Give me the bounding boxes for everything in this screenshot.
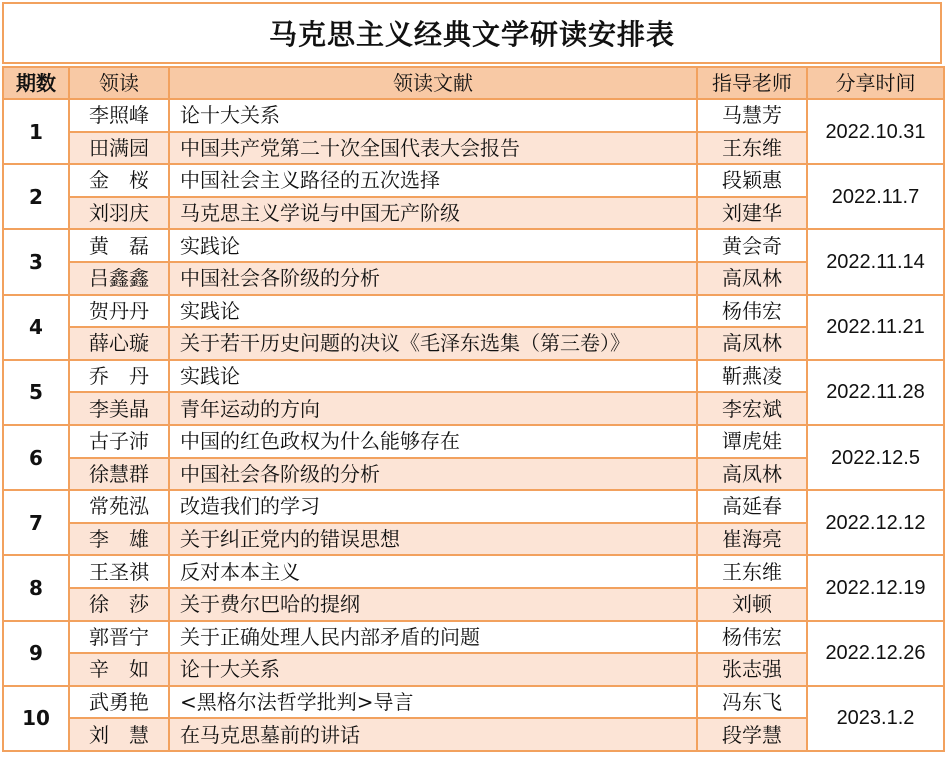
lead-reader-cell[interactable]: 李 雄 bbox=[69, 523, 169, 556]
period-number-cell[interactable]: 7 bbox=[3, 490, 69, 555]
lead-reader-cell[interactable]: 黄 磊 bbox=[69, 229, 169, 262]
header-tutor: 指导老师 bbox=[697, 67, 807, 99]
reading-text-cell[interactable]: 关于费尔巴哈的提纲 bbox=[169, 588, 697, 621]
table-row bbox=[3, 458, 944, 491]
share-date-cell[interactable]: 2022.11.7 bbox=[807, 164, 944, 229]
reading-text-cell[interactable]: 中国共产党第二十次全国代表大会报告 bbox=[169, 132, 697, 165]
table-row bbox=[3, 164, 944, 197]
reading-text-cell[interactable]: 关于若干历史问题的决议《毛泽东选集（第三卷）》 bbox=[169, 327, 697, 360]
lead-reader-cell[interactable]: 金 桜 bbox=[69, 164, 169, 197]
share-date-cell[interactable]: 2022.12.19 bbox=[807, 555, 944, 620]
period-number-cell[interactable]: 9 bbox=[3, 621, 69, 686]
lead-reader-cell[interactable]: 王圣祺 bbox=[69, 555, 169, 588]
header-text: 领读文献 bbox=[169, 67, 697, 99]
reading-text-cell[interactable]: 马克思主义学说与中国无产阶级 bbox=[169, 197, 697, 230]
table-row bbox=[3, 425, 944, 458]
tutor-cell[interactable]: 刘顿 bbox=[697, 588, 807, 621]
period-number-cell[interactable]: 8 bbox=[3, 555, 69, 620]
reading-text-cell[interactable]: 实践论 bbox=[169, 295, 697, 328]
tutor-cell[interactable]: 段颖惠 bbox=[697, 164, 807, 197]
tutor-cell[interactable]: 段学慧 bbox=[697, 718, 807, 751]
tutor-cell[interactable]: 杨伟宏 bbox=[697, 621, 807, 654]
header-lead: 领读 bbox=[69, 67, 169, 99]
reading-text-cell[interactable]: 关于正确处理人民内部矛盾的问题 bbox=[169, 621, 697, 654]
table-row bbox=[3, 718, 944, 751]
period-number-cell[interactable]: 4 bbox=[3, 295, 69, 360]
schedule-table bbox=[2, 66, 945, 752]
reading-text-cell[interactable]: 改造我们的学习 bbox=[169, 490, 697, 523]
reading-text-cell[interactable]: 实践论 bbox=[169, 229, 697, 262]
reading-text-cell[interactable]: 中国社会各阶级的分析 bbox=[169, 458, 697, 491]
header-date: 分享时间 bbox=[807, 67, 944, 99]
table-row bbox=[3, 588, 944, 621]
table-row bbox=[3, 197, 944, 230]
lead-reader-cell[interactable]: 辛 如 bbox=[69, 653, 169, 686]
lead-reader-cell[interactable]: 徐 莎 bbox=[69, 588, 169, 621]
reading-text-cell[interactable]: 实践论 bbox=[169, 360, 697, 393]
tutor-cell[interactable]: 崔海亮 bbox=[697, 523, 807, 556]
lead-reader-cell[interactable]: 刘羽庆 bbox=[69, 197, 169, 230]
tutor-cell[interactable]: 高凤林 bbox=[697, 458, 807, 491]
tutor-cell[interactable]: 王东维 bbox=[697, 132, 807, 165]
period-number-cell[interactable]: 2 bbox=[3, 164, 69, 229]
share-date-cell[interactable]: 2023.1.2 bbox=[807, 686, 944, 751]
table-row bbox=[3, 262, 944, 295]
share-date-cell[interactable]: 2022.10.31 bbox=[807, 99, 944, 164]
lead-reader-cell[interactable]: 徐慧群 bbox=[69, 458, 169, 491]
tutor-cell[interactable]: 靳燕凌 bbox=[697, 360, 807, 393]
reading-text-cell[interactable]: 在马克思墓前的讲话 bbox=[169, 718, 697, 751]
share-date-cell[interactable]: 2022.11.14 bbox=[807, 229, 944, 294]
tutor-cell[interactable]: 刘建华 bbox=[697, 197, 807, 230]
share-date-cell[interactable]: 2022.12.26 bbox=[807, 621, 944, 686]
share-date-cell[interactable]: 2022.11.28 bbox=[807, 360, 944, 425]
lead-reader-cell[interactable]: 刘 慧 bbox=[69, 718, 169, 751]
lead-reader-cell[interactable]: 李照峰 bbox=[69, 99, 169, 132]
share-date-cell[interactable]: 2022.12.12 bbox=[807, 490, 944, 555]
tutor-cell[interactable]: 黄会奇 bbox=[697, 229, 807, 262]
reading-text-cell[interactable]: 反对本本主义 bbox=[169, 555, 697, 588]
tutor-cell[interactable]: 张志强 bbox=[697, 653, 807, 686]
table-body bbox=[3, 99, 944, 751]
lead-reader-cell[interactable]: 常苑泓 bbox=[69, 490, 169, 523]
reading-text-cell[interactable]: 中国社会主义路径的五次选择 bbox=[169, 164, 697, 197]
header-period: 期数 bbox=[3, 67, 69, 99]
reading-text-cell[interactable]: <黑格尔法哲学批判>导言 bbox=[169, 686, 697, 719]
header-row bbox=[3, 67, 944, 99]
tutor-cell[interactable]: 杨伟宏 bbox=[697, 295, 807, 328]
lead-reader-cell[interactable]: 古子沛 bbox=[69, 425, 169, 458]
table-row bbox=[3, 555, 944, 588]
lead-reader-cell[interactable]: 郭晋宁 bbox=[69, 621, 169, 654]
reading-text-cell[interactable]: 论十大关系 bbox=[169, 99, 697, 132]
tutor-cell[interactable]: 高凤林 bbox=[697, 262, 807, 295]
period-number-cell[interactable]: 10 bbox=[3, 686, 69, 751]
table-row bbox=[3, 99, 944, 132]
share-date-cell[interactable]: 2022.12.5 bbox=[807, 425, 944, 490]
table-row bbox=[3, 295, 944, 328]
reading-text-cell[interactable]: 关于纠正党内的错误思想 bbox=[169, 523, 697, 556]
table-row bbox=[3, 621, 944, 654]
period-number-cell[interactable]: 3 bbox=[3, 229, 69, 294]
tutor-cell[interactable]: 高延春 bbox=[697, 490, 807, 523]
period-number-cell[interactable]: 5 bbox=[3, 360, 69, 425]
lead-reader-cell[interactable]: 薛心璇 bbox=[69, 327, 169, 360]
tutor-cell[interactable]: 谭虎娃 bbox=[697, 425, 807, 458]
reading-text-cell[interactable]: 中国社会各阶级的分析 bbox=[169, 262, 697, 295]
lead-reader-cell[interactable]: 吕鑫鑫 bbox=[69, 262, 169, 295]
table-row bbox=[3, 229, 944, 262]
period-number-cell[interactable]: 1 bbox=[3, 99, 69, 164]
lead-reader-cell[interactable]: 贺丹丹 bbox=[69, 295, 169, 328]
lead-reader-cell[interactable]: 田满园 bbox=[69, 132, 169, 165]
table-row bbox=[3, 490, 944, 523]
table-row bbox=[3, 653, 944, 686]
tutor-cell[interactable]: 高凤林 bbox=[697, 327, 807, 360]
reading-text-cell[interactable]: 论十大关系 bbox=[169, 653, 697, 686]
tutor-cell[interactable]: 李宏斌 bbox=[697, 392, 807, 425]
reading-text-cell[interactable]: 青年运动的方向 bbox=[169, 392, 697, 425]
tutor-cell[interactable]: 冯东飞 bbox=[697, 686, 807, 719]
table-row bbox=[3, 132, 944, 165]
table-row bbox=[3, 523, 944, 556]
tutor-cell[interactable]: 王东维 bbox=[697, 555, 807, 588]
lead-reader-cell[interactable]: 武勇艳 bbox=[69, 686, 169, 719]
share-date-cell[interactable]: 2022.11.21 bbox=[807, 295, 944, 360]
period-number-cell[interactable]: 6 bbox=[3, 425, 69, 490]
reading-text-cell[interactable]: 中国的红色政权为什么能够存在 bbox=[169, 425, 697, 458]
sheet-title: 马克思主义经典文学研读安排表 bbox=[2, 2, 942, 64]
table-row bbox=[3, 686, 944, 719]
table-row bbox=[3, 360, 944, 393]
lead-reader-cell[interactable]: 乔 丹 bbox=[69, 360, 169, 393]
lead-reader-cell[interactable]: 李美晶 bbox=[69, 392, 169, 425]
table-row bbox=[3, 392, 944, 425]
tutor-cell[interactable]: 马慧芳 bbox=[697, 99, 807, 132]
table-row bbox=[3, 327, 944, 360]
